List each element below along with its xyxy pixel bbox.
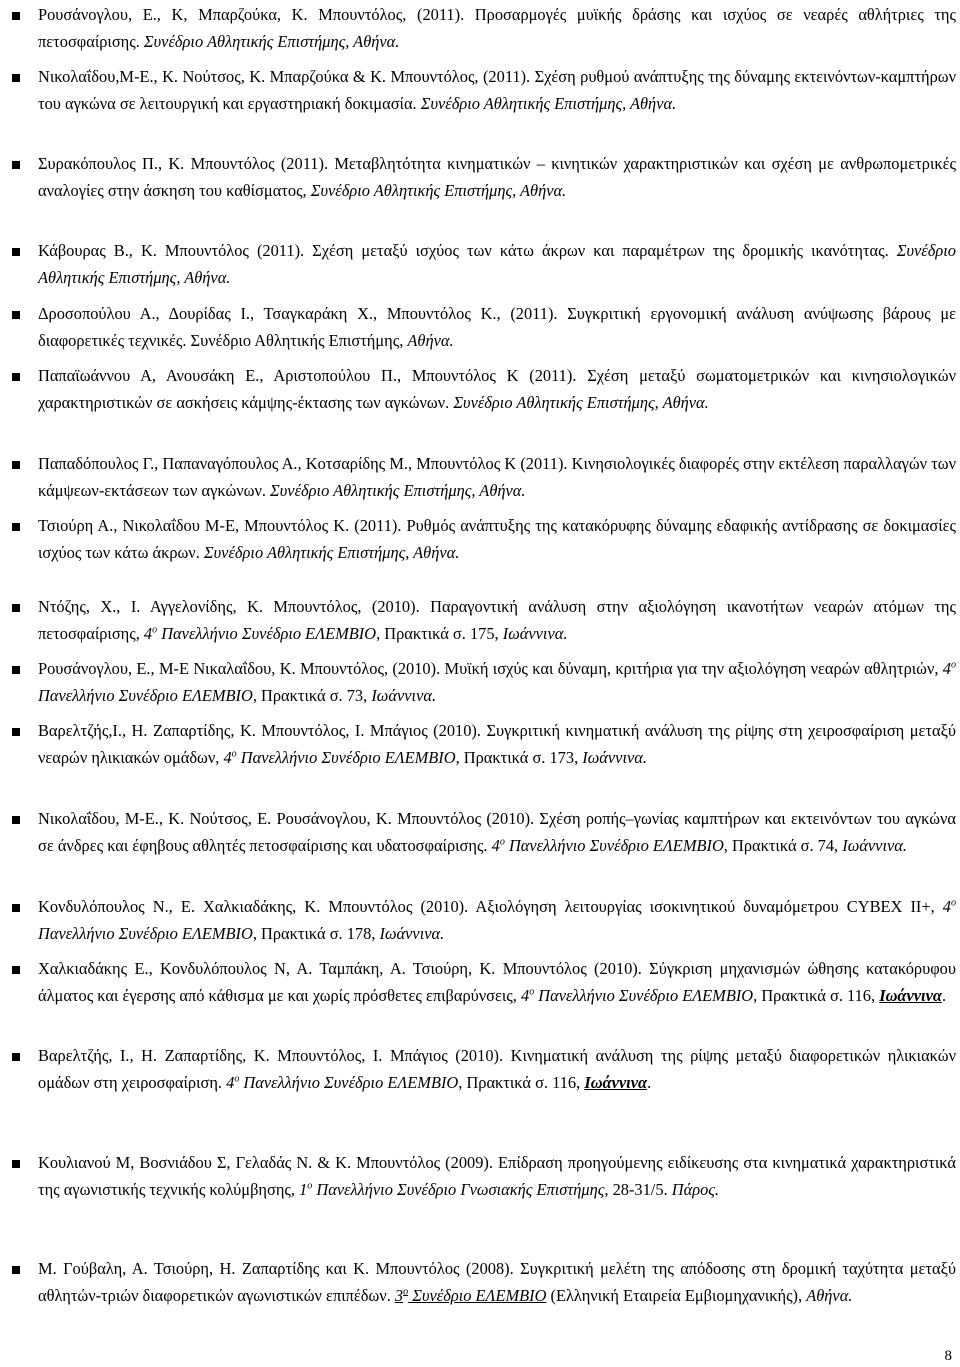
reference-entry <box>38 301 956 354</box>
reference-text <box>38 154 956 200</box>
bullet-icon <box>12 1053 20 1061</box>
reference-text <box>38 959 956 1005</box>
reference-segment: Ιωάννινα <box>879 985 942 1005</box>
reference-text <box>38 304 956 350</box>
reference-segment: 4 <box>942 659 951 678</box>
reference-segment: Πανελλήνιο Συνέδριο ΕΛΕΜΒΙΟ <box>38 685 253 705</box>
reference-text <box>38 659 956 705</box>
bullet-icon <box>12 904 20 912</box>
reference-segment: Κονδυλόπουλος Ν., Ε. Χαλκιαδάκης, Κ. Μπουντόλος (2010). Αξιολόγηση λειτουργίας ισοκινητικού δυναμόμετρου CYBEX II+, <box>38 897 943 916</box>
reference-segment: Ιωάννινα. <box>371 685 437 705</box>
reference-segment: , Πρακτικά σ. 116, <box>753 985 880 1005</box>
reference-entry <box>38 363 956 416</box>
reference-segment: , Πρακτικά σ. 74, <box>723 835 843 855</box>
reference-segment: Συνέδριο Αθλητικής Επιστήμης, Αθήνα. <box>420 93 677 113</box>
reference-segment: Πανελλήνιο Συνέδριο ΕΛΕΜΒΙΟ <box>157 623 377 643</box>
reference-segment: Συνέδριο Αθλητικής Επιστήμης, Αθήνα. <box>270 480 526 500</box>
reference-segment: 3 <box>394 1285 404 1305</box>
bullet-icon <box>12 666 20 674</box>
reference-segment: Πανελλήνιο Συνέδριο ΕΛΕΜΒΙΟ <box>239 1072 459 1092</box>
reference-entry <box>38 151 956 204</box>
reference-entry <box>38 656 956 709</box>
reference-text <box>38 1259 956 1305</box>
bullet-icon <box>12 161 20 169</box>
reference-segment: Συνέδριο Αθλητικής Επιστήμης, Αθήνα. <box>310 180 567 200</box>
reference-segment: 1 <box>299 1179 308 1199</box>
reference-segment: Συνέδριο ΕΛΕΜΒΙΟ <box>408 1285 547 1305</box>
ordinal-superscript: ο <box>529 986 535 998</box>
reference-segment: Συνέδριο Αθλητικής Επιστήμης, Αθήνα. <box>143 31 400 51</box>
reference-segment: 4 <box>942 897 951 916</box>
bullet-icon <box>12 373 20 381</box>
bullet-icon <box>12 248 20 256</box>
bullet-icon <box>12 728 20 736</box>
reference-segment: , Πρακτικά σ. 173, <box>455 747 583 767</box>
reference-segment: Ιωάννινα <box>584 1072 648 1092</box>
reference-segment: Βαρελτζής,Ι., Η. Ζαπαρτίδης, Κ. Μπουντόλος, Ι. Μπάγιος (2010). Συγκριτική κινηματική ανάλυση της ρίψης στη χειροσφαίριση μεταξύ νεαρών ηλικιακών ομάδων, <box>38 721 956 767</box>
ordinal-superscript: ο <box>307 1180 313 1192</box>
ordinal-superscript: ο <box>499 836 505 848</box>
reference-segment: Συνέδριο Αθλητικής Επιστήμης, Αθήνα. <box>203 542 460 562</box>
bullet-icon <box>12 1266 20 1274</box>
page-number: 8 <box>944 1348 952 1364</box>
reference-text <box>38 809 956 855</box>
reference-segment: , Πρακτικά σ. 116, <box>458 1072 585 1092</box>
reference-text <box>38 516 956 562</box>
bullet-icon <box>12 523 20 531</box>
reference-text <box>38 67 956 113</box>
reference-segment: Πανελλήνιο Συνέδριο ΕΛΕΜΒΙΟ <box>504 835 724 855</box>
bullet-icon <box>12 604 20 612</box>
reference-segment: Νικολαΐδου, Μ-Ε., Κ. Νούτσος, Ε. Ρουσάνογλου, Κ. Μπουντόλος (2010). Σχέση ροπής–γωνίας καμπτήρων και εκτεινόντων του αγκώνα σε άνδρες και έφηβους αθλητές πετοσφαίρισης και υδατοσφαίρισης. <box>38 809 956 855</box>
reference-segment: Ιωάννινα. <box>582 747 647 767</box>
reference-segment: Συνέδριο Αθλητικής Επιστήμης, Αθήνα. <box>453 392 709 412</box>
reference-segment: , Πρακτικά σ. 73, <box>252 685 372 705</box>
reference-text <box>38 1153 956 1199</box>
ordinal-superscript: ο <box>951 897 956 909</box>
bullet-icon <box>12 461 20 469</box>
reference-text <box>38 721 956 767</box>
reference-entry <box>38 64 956 117</box>
reference-entry <box>38 594 956 647</box>
reference-segment: Παπαϊωάννου Α, Ανουσάκη Ε., Αριστοπούλου Π., Μπουντόλος Κ (2011). Σχέση μεταξύ σωματομετρικών και κινησιολογικών χαρακτηριστικών σε ασκήσεις κάμψης-έκτασης των αγκώνων. <box>38 366 956 412</box>
reference-segment: Μ. Γούβαλη, Α. Τσιούρη, Η. Ζαπαρτίδης και Κ. Μπουντόλος (2008). Συγκριτική μελέτη της απόδοσης στη δρομική ταχύτητα μεταξύ αθλητών-τριών διαφορετικών αγωνιστικών επιπέδων. <box>38 1259 956 1305</box>
reference-segment: (Ελληνική Εταιρεία Εμβιομηχανικής), <box>546 1285 807 1305</box>
reference-entry <box>38 2 956 55</box>
reference-entry <box>38 894 956 947</box>
reference-segment: Ντόζης, Χ., Ι. Αγγελονίδης, Κ. Μπουντόλος, (2010). Παραγοντική ανάλυση στην αξιολόγηση ικανοτήτων νεαρών ατόμων της πετοσφαίρισης, <box>38 597 956 643</box>
reference-entry <box>38 238 956 291</box>
reference-segment: Πανελλήνιο Συνέδριο ΕΛΕΜΒΙΟ <box>236 747 456 767</box>
reference-segment: Κάβουρας Β., Κ. Μπουντόλος (2011). Σχέση μεταξύ ισχύος των κάτω άκρων και παραμέτρων της δρομικής ικανότητας. <box>38 241 897 260</box>
reference-segment: , Πρακτικά σ. 175, <box>376 623 503 643</box>
bullet-icon <box>12 12 20 20</box>
reference-text <box>38 454 956 500</box>
bullet-icon <box>12 311 20 319</box>
reference-segment: Χαλκιαδάκης Ε., Κονδυλόπουλος Ν, Α. Ταμπάκη, Α. Τσιούρη, Κ. Μπουντόλος (2010). Σύγκριση μηχανισμών ώθησης κατακόρυφου άλματος και έγερσης από κάθισμα με και χωρίς πρόσθετες επιβαρύνσεις, <box>38 959 956 1005</box>
reference-segment: 4 <box>520 985 530 1005</box>
reference-entry <box>38 451 956 504</box>
reference-segment: Αθήνα. <box>806 1285 853 1305</box>
reference-text <box>38 597 956 643</box>
reference-text <box>38 241 956 287</box>
reference-segment: Πάρος. <box>671 1179 720 1199</box>
reference-segment: Βαρελτζής, Ι., Η. Ζαπαρτίδης, Κ. Μπουντόλος, Ι. Μπάγιος (2010). Κινηματική ανάλυση της ρίψης μεταξύ διαφορετικών ηλικιακών ομάδων στη χειροσφαίριση. <box>38 1046 956 1092</box>
reference-segment: , 28-31/5. <box>604 1179 672 1199</box>
reference-segment: Πανελλήνιο Συνέδριο ΕΛΕΜΒΙΟ <box>534 985 754 1005</box>
ordinal-superscript: ο <box>234 1073 240 1085</box>
reference-entry <box>38 956 956 1009</box>
reference-segment: 4 <box>226 1072 235 1092</box>
reference-segment: Συρακόπουλος Π., Κ. Μπουντόλος (2011). Μεταβλητότητα κινηματικών – κινητικών χαρακτηριστικών και σχέση με ανθρωπομετρικές αναλογίες στην άσκηση του καθίσματος, <box>38 154 956 200</box>
reference-segment: , Πρακτικά σ. 178, <box>252 923 380 943</box>
reference-segment: . <box>941 985 947 1005</box>
reference-segment: Νικολαΐδου,Μ-Ε., Κ. Νούτσος, Κ. Μπαρζούκα & Κ. Μπουντόλος, (2011). Σχέση ρυθμού ανάπτυξης της δύναμης εκτεινόντων-καμπτήρων του αγκώνα σε λειτουργική και εργαστηριακή δοκιμασία. <box>38 67 956 113</box>
reference-segment: Παπαδόπουλος Γ., Παπαναγόπουλος Α., Κοτσαρίδης Μ., Μπουντόλος Κ (2011). Κινησιολογικές διαφορές στην εκτέλεση παραλλαγών των κάμψεων-εκτάσεων των αγκώνων. <box>38 454 956 500</box>
reference-segment: Πανελλήνιο Συνέδριο Γνωσιακής Επιστήμης <box>312 1179 605 1199</box>
reference-segment: Κουλιανού Μ, Βοσνιάδου Σ, Γελαδάς Ν. & Κ. Μπουντόλος (2009). Επίδραση προηγούμενης ειδίκευσης στα κινηματικά χαρακτηριστικά της αγωνιστικής τεχνικής κολύμβησης, <box>38 1153 956 1199</box>
reference-text <box>38 897 956 943</box>
ordinal-superscript: ο <box>951 659 956 671</box>
reference-segment: Πανελλήνιο Συνέδριο ΕΛΕΜΒΙΟ <box>38 923 253 943</box>
reference-segment: 4 <box>491 835 500 855</box>
bullet-icon <box>12 74 20 82</box>
reference-segment: Ιωάννινα. <box>842 835 907 855</box>
reference-text <box>38 1046 956 1092</box>
reference-entry <box>38 513 956 566</box>
reference-segment: . <box>647 1072 652 1092</box>
ordinal-superscript: ο <box>231 748 237 760</box>
reference-entry <box>38 718 956 771</box>
reference-segment: Ιωάννινα. <box>379 923 445 943</box>
reference-entry <box>38 1256 956 1309</box>
bullet-icon <box>12 966 20 974</box>
reference-entry <box>38 806 956 859</box>
reference-segment: Τσιούρη Α., Νικολαΐδου Μ-Ε, Μπουντόλος Κ. (2011). Ρυθμός ανάπτυξης της κατακόρυφης δύναμης εδαφικής αντίδρασης σε δοκιμασίες ισχύος των κάτω άκρων. <box>38 516 956 562</box>
ordinal-superscript: ο <box>152 624 158 636</box>
reference-entry <box>38 1043 956 1096</box>
reference-text <box>38 366 956 412</box>
reference-segment: Συνέδριο Αθλητικής Επιστήμης, Αθήνα. <box>38 241 956 287</box>
reference-segment: 4 <box>223 747 232 767</box>
reference-entry <box>38 1150 956 1203</box>
reference-segment: Δροσοπούλου Α., Δουρίδας Ι., Τσαγκαράκη Χ., Μπουντόλος Κ., (2011). Συγκριτική εργονομική ανάλυση ανύψωσης βάρους με διαφορετικές τεχνικές. Συνέδριο Αθλητικής Επιστήμης, <box>38 304 956 350</box>
reference-segment: Ρουσάνογλου, Ε., Μ-Ε Νικαλαΐδου, Κ. Μπουντόλος, (2010). Μυϊκή ισχύς και δύναμη, κριτήρια για την αξιολόγηση νεαρών αθλητριών, <box>38 659 943 678</box>
reference-segment: 4 <box>143 623 153 643</box>
reference-segment: Αθήνα. <box>407 330 454 350</box>
reference-text <box>38 5 956 51</box>
reference-segment: Ιωάννινα. <box>502 623 568 643</box>
bullet-icon <box>12 1160 20 1168</box>
ordinal-superscript: ο <box>403 1286 409 1298</box>
bullet-icon <box>12 816 20 824</box>
reference-segment: Ρουσάνογλου, Ε., Κ, Μπαρζούκα, Κ. Μπουντόλος, (2011). Προσαρμογές μυϊκής δράσης και ισχύος σε νεαρές αθλήτριες της πετοσφαίρισης. <box>38 5 956 51</box>
